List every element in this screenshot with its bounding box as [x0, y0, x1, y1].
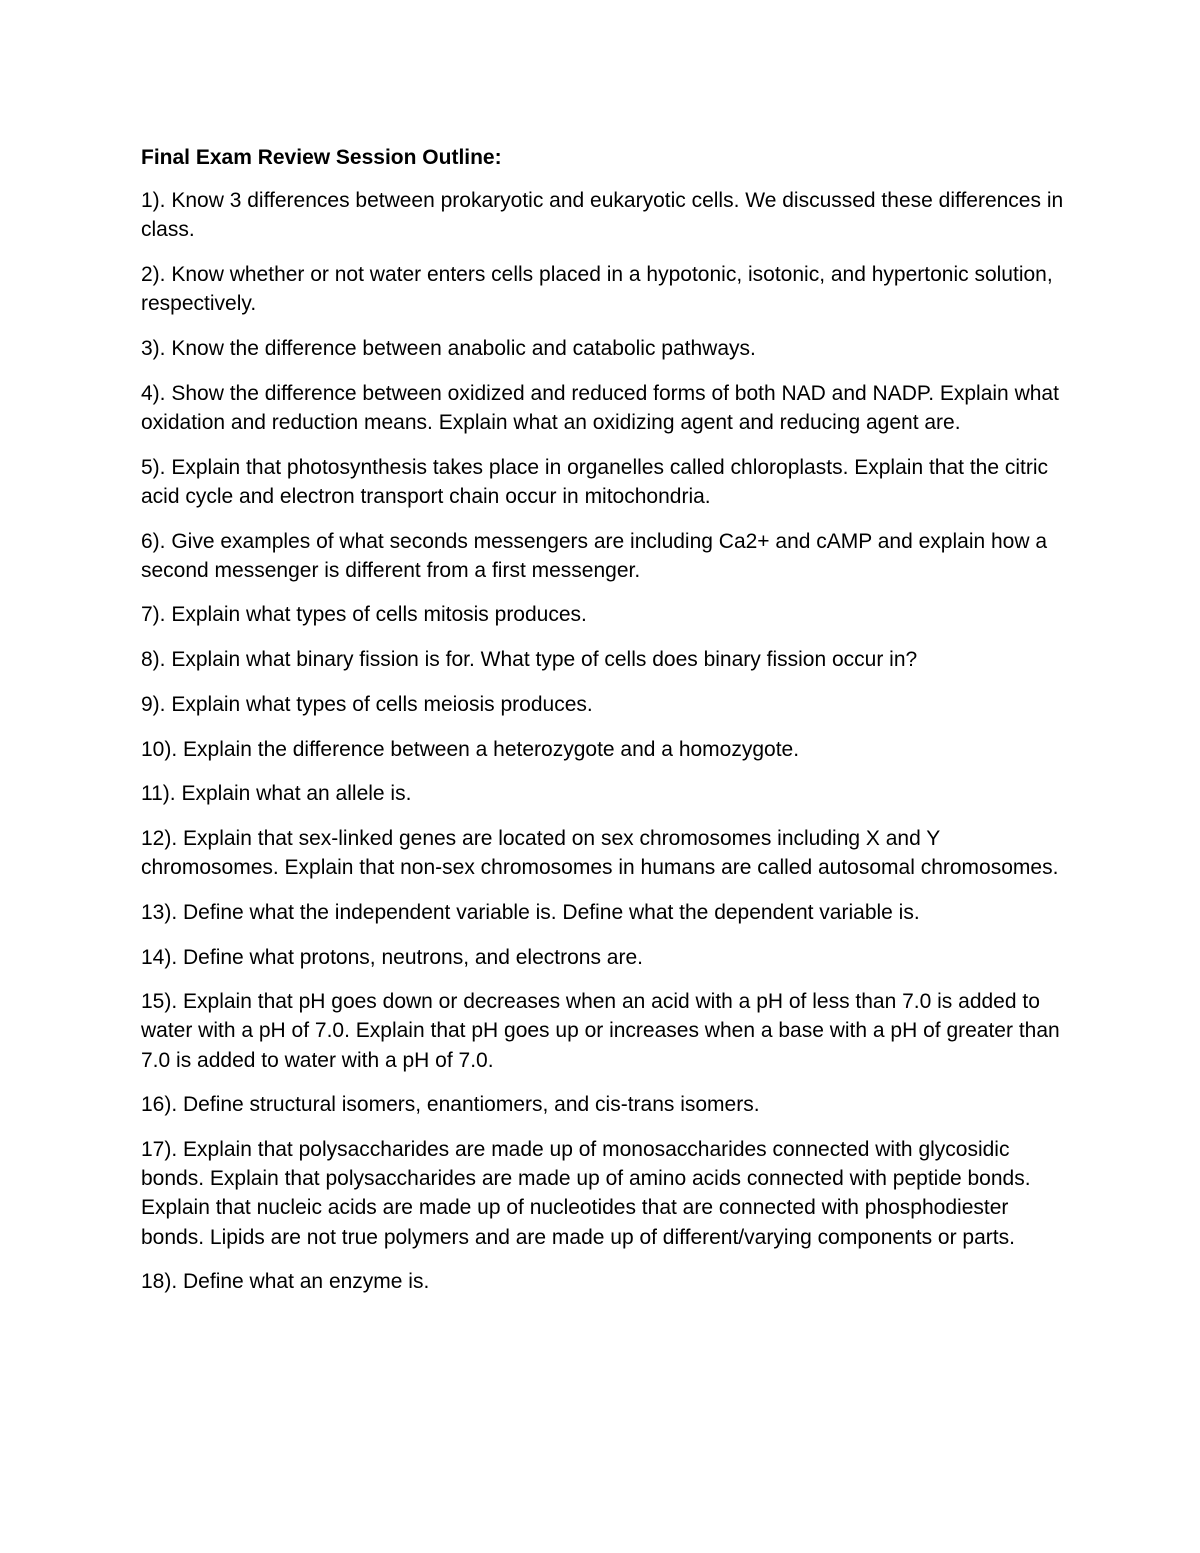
outline-item-8: 8). Explain what binary fission is for. What type of cells does binary fission occur in? [141, 648, 918, 672]
outline-item-5: 5). Explain that photosynthesis takes place in organelles called chloroplasts. Explain that the citric acid cycle and electron transport chain occur in mitochondria. [141, 455, 1048, 508]
outline-item-17: 17). Explain that polysaccharides are made up of monosaccharides connected with glycosidic bonds. Explain that polysaccharides are made up of amino acids connected with peptide bonds. Explain that nucleic acids are made up of nucleotides that are connected with phosphodiester bonds. Lipids are not true polymers and are made up of different/varying components or parts. [141, 1138, 1031, 1249]
outline-item-7: 7). Explain what types of cells mitosis produces. [141, 603, 587, 627]
outline-item-11: 11). Explain what an allele is. [141, 782, 412, 806]
outline-item-10: 10). Explain the difference between a heterozygote and a homozygote. [141, 737, 800, 761]
outline-item-9: 9). Explain what types of cells meiosis produces. [141, 692, 593, 716]
document-content [141, 143, 1071, 1297]
document-title: Final Exam Review Session Outline: [141, 146, 502, 169]
outline-item-16: 16). Define structural isomers, enantiomers, and cis-trans isomers. [141, 1093, 760, 1117]
outline-item-13: 13). Define what the independent variable is. Define what the dependent variable is. [141, 900, 920, 924]
outline-item-18: 18). Define what an enzyme is. [141, 1270, 430, 1294]
outline-item-3: 3). Know the difference between anabolic and catabolic pathways. [141, 337, 756, 361]
outline-item-14: 14). Define what protons, neutrons, and electrons are. [141, 945, 643, 969]
outline-item-2: 2). Know whether or not water enters cells placed in a hypotonic, isotonic, and hypertonic solution, respectively. [141, 263, 1053, 316]
outline-item-12: 12). Explain that sex-linked genes are located on sex chromosomes including X and Y chromosomes. Explain that non-sex chromosomes in humans are called autosomal chromosomes. [141, 826, 1059, 880]
outline-item-6: 6). Give examples of what seconds messengers are including Ca2+ and cAMP and explain how a second messenger is different from a first messenger. [141, 529, 1048, 582]
outline-item-15: 15). Explain that pH goes down or decreases when an acid with a pH of less than 7.0 is added to water with a pH of 7.0. Explain that pH goes up or increases when a base with a pH of greater than 7.0 is added to water with a pH of 7.0. [141, 990, 1060, 1072]
outline-item-1: 1). Know 3 differences between prokaryotic and eukaryotic cells. We discussed these differences in class. [141, 189, 1064, 242]
outline-item-4: 4). Show the difference between oxidized and reduced forms of both NAD and NADP. Explain what oxidation and reduction means. Explain what an oxidizing agent and reducing agent are. [141, 381, 1059, 434]
